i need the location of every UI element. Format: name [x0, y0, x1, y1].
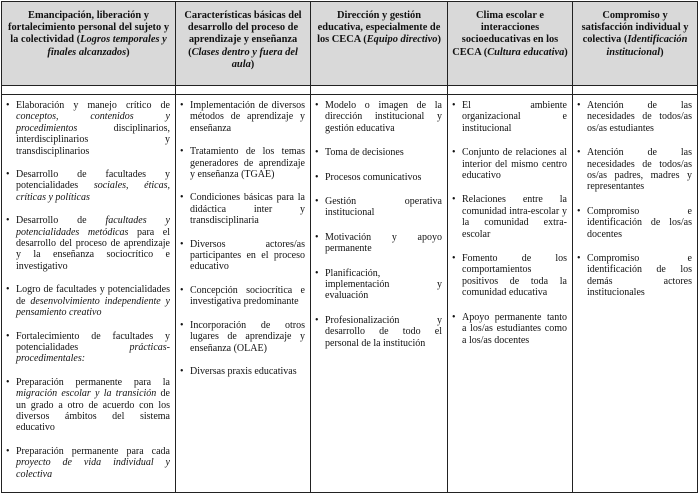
text-run: Gestión operativa institucional [325, 196, 442, 219]
text-run: Dirección y gestión educativa, especialmente de los CECA ( [317, 10, 441, 46]
text-run: Atención de las necesidades de todos/as os/as padres, madres y representantes [587, 147, 692, 193]
bullet-icon: • [6, 330, 10, 342]
bullet-icon: • [6, 284, 10, 296]
bullet-icon: • [315, 231, 319, 243]
text-run: Concepción sociocrítica e investigativa predominante [190, 284, 305, 308]
text-run: Fortalecimiento de facultades y potencialidades [16, 330, 170, 353]
list-item [577, 147, 692, 193]
text-run: Modelo o imagen de la dirección institucional y gestión educativa [325, 100, 442, 134]
emphasis-text: desenvolvimiento independiente y pensamiento creativo [16, 295, 170, 319]
bullet-icon: • [452, 311, 456, 323]
list-item [6, 331, 170, 365]
bullet-icon: • [315, 100, 319, 111]
list-item [315, 232, 442, 255]
text-run: Conjunto de relaciones al interior del mismo centro educativo [462, 147, 567, 182]
bullet-icon: • [315, 196, 319, 208]
bullet-icon: • [6, 169, 10, 181]
list-item [180, 285, 305, 308]
list-item [452, 194, 567, 240]
list-item [315, 268, 442, 302]
text-run: Desarrollo de [16, 215, 106, 227]
bullet-icon: • [180, 238, 184, 250]
text-run: Preparación permanente para cada [16, 445, 170, 457]
emphasis-text: Clases dentro y fuera del aula [191, 46, 298, 70]
list-item [452, 312, 567, 346]
text-run: Compromiso e identificación de los/as docentes [587, 205, 692, 240]
text-run: Relaciones entre la comunidad intra-escolar y la comunidad extra-escolar [462, 194, 567, 240]
list-item [452, 253, 567, 299]
list-item [315, 172, 442, 183]
emphasis-text: sociales, éticas, críticas y políticas [16, 180, 170, 203]
text-run: Compromiso e identificación de los demás actores institucionales [587, 253, 692, 299]
list-item [315, 100, 442, 134]
item-list [315, 100, 442, 349]
list-item [6, 100, 170, 157]
text-run: Compromiso y satisfacción individual y colectiva ( [581, 10, 689, 46]
bullet-icon: • [180, 319, 184, 331]
list-item [452, 100, 567, 134]
bullet-icon: • [315, 171, 319, 183]
header-cell [573, 2, 698, 86]
emphasis-text: prácticas-procedimentales: [16, 341, 170, 365]
header-cell [2, 2, 176, 86]
emphasis-text: conceptos, contenidos y procedimientos [16, 111, 170, 134]
emphasis-text: migración escolar y la transición [16, 388, 157, 400]
emphasis-text: Identificación institucional [606, 34, 688, 58]
text-run: Características básicas del desarrollo del proceso de aprendizaje y enseñanza ( [184, 10, 302, 58]
bullet-icon: • [577, 205, 581, 217]
text-run: Condiciones básicas para la didáctica inter y transdisciplinaria [190, 192, 305, 227]
bullet-icon: • [180, 284, 184, 296]
text-run: El ambiente organizacional e institucional [462, 100, 567, 134]
list-item [180, 192, 305, 226]
text-run: Diversas praxis educativas [190, 365, 297, 377]
bullet-icon: • [180, 100, 184, 111]
text-run: Motivación y apoyo permanente [325, 231, 442, 255]
bullet-icon: • [315, 267, 319, 279]
text-run: Toma de decisiones [325, 147, 404, 159]
bullet-icon: • [452, 147, 456, 159]
bullet-icon: • [180, 365, 184, 377]
bullet-icon: • [577, 147, 581, 159]
body-cell [311, 95, 448, 493]
bullet-icon: • [6, 445, 10, 457]
text-run: Tratamiento de los temas generadores de aprendizaje y enseñanza (TGAE) [190, 146, 305, 181]
emphasis-text: proyecto de vida individual y colectiva [16, 457, 170, 480]
bullet-icon: • [6, 215, 10, 227]
text-run: para el desarrollo del proceso de aprendizaje y la enseñanza sociocrítico e investigativo [16, 226, 170, 272]
text-run: ) [126, 46, 130, 58]
emphasis-text: Equipo directivo [366, 34, 438, 46]
header-cell [448, 2, 573, 86]
header-cell [176, 2, 311, 86]
bullet-icon: • [577, 100, 581, 111]
list-item [315, 315, 442, 349]
list-item [6, 284, 170, 318]
text-run: Profesionalización y desarrollo de todo el personal de la institución [325, 314, 442, 349]
item-list [180, 100, 305, 377]
list-item [577, 206, 692, 240]
bullet-icon: • [6, 376, 10, 388]
body-row [2, 95, 698, 493]
text-run: Planificación, implementación y evaluación [325, 267, 442, 302]
item-list [6, 100, 170, 480]
text-run: ) [250, 58, 255, 70]
body-cell [573, 95, 698, 493]
text-run: Incorporación de otros lugares de aprendizaje y enseñanza (OLAE) [190, 319, 305, 354]
bullet-icon: • [315, 147, 319, 159]
bullet-icon: • [452, 253, 456, 265]
bullet-icon: • [577, 253, 581, 265]
header-row [2, 2, 698, 86]
separator-row [2, 86, 698, 95]
text-run: Apoyo permanente tanto a los/as estudiantes como a los/as docentes [462, 311, 567, 346]
comparison-table [1, 1, 698, 493]
text-run: Elaboración y manejo crítico de [16, 100, 170, 111]
text-run: ) [437, 34, 441, 46]
text-run: de un grado a otro de acuerdo con los diversos ámbitos del sistema educativo [16, 388, 170, 434]
bullet-icon: • [6, 100, 10, 111]
list-item [6, 215, 170, 272]
text-run: Procesos comunicativos [325, 171, 422, 183]
list-item [6, 169, 170, 203]
text-run: Clima escolar e interacciones socioeducativas en los CECA ( [452, 10, 559, 58]
list-item [315, 196, 442, 219]
text-run: ) [660, 46, 664, 58]
list-item [6, 446, 170, 480]
body-cell [176, 95, 311, 493]
emphasis-text: facultades y potencialidades metódicas [16, 215, 170, 238]
text-run: Logro de facultades y potencialidades de [16, 284, 170, 307]
list-item [180, 100, 305, 134]
list-item [180, 146, 305, 180]
bullet-icon: • [452, 100, 456, 111]
text-run: Desarrollo de facultades y potencialidades [16, 169, 170, 192]
list-item [577, 100, 692, 134]
body-cell [2, 95, 176, 493]
body-cell [448, 95, 573, 493]
list-item [180, 239, 305, 273]
list-item [180, 320, 305, 354]
header-cell [311, 2, 448, 86]
bullet-icon: • [180, 192, 184, 204]
text-run: Diversos actores/as participantes en el proceso educativo [190, 238, 305, 273]
text-run: Preparación permanente para la [16, 376, 170, 388]
item-list [452, 100, 567, 346]
text-run: Implementación de diversos métodos de aprendizaje y enseñanza [190, 100, 305, 134]
bullet-icon: • [180, 146, 184, 158]
list-item [315, 147, 442, 158]
text-run: Atención de las necesidades de todos/as os/as estudiantes [587, 100, 692, 134]
bullet-icon: • [315, 314, 319, 326]
text-run: disciplinarios, interdisciplinarios y transdisciplinarios [16, 122, 170, 157]
bullet-icon: • [452, 194, 456, 206]
emphasis-text: Cultura educativa [487, 46, 565, 58]
text-run: Emancipación, liberación y fortalecimiento personal del sujeto y la colectividad ( [7, 10, 170, 46]
emphasis-text: Logros temporales y finales alcanzados [47, 34, 167, 58]
list-item [577, 253, 692, 299]
list-item [6, 377, 170, 434]
list-item [180, 366, 305, 377]
text-run: ) [564, 46, 568, 58]
list-item [452, 147, 567, 181]
text-run: Fomento de los comportamientos positivos de toda la comunidad educativa [462, 253, 567, 299]
item-list [577, 100, 692, 299]
